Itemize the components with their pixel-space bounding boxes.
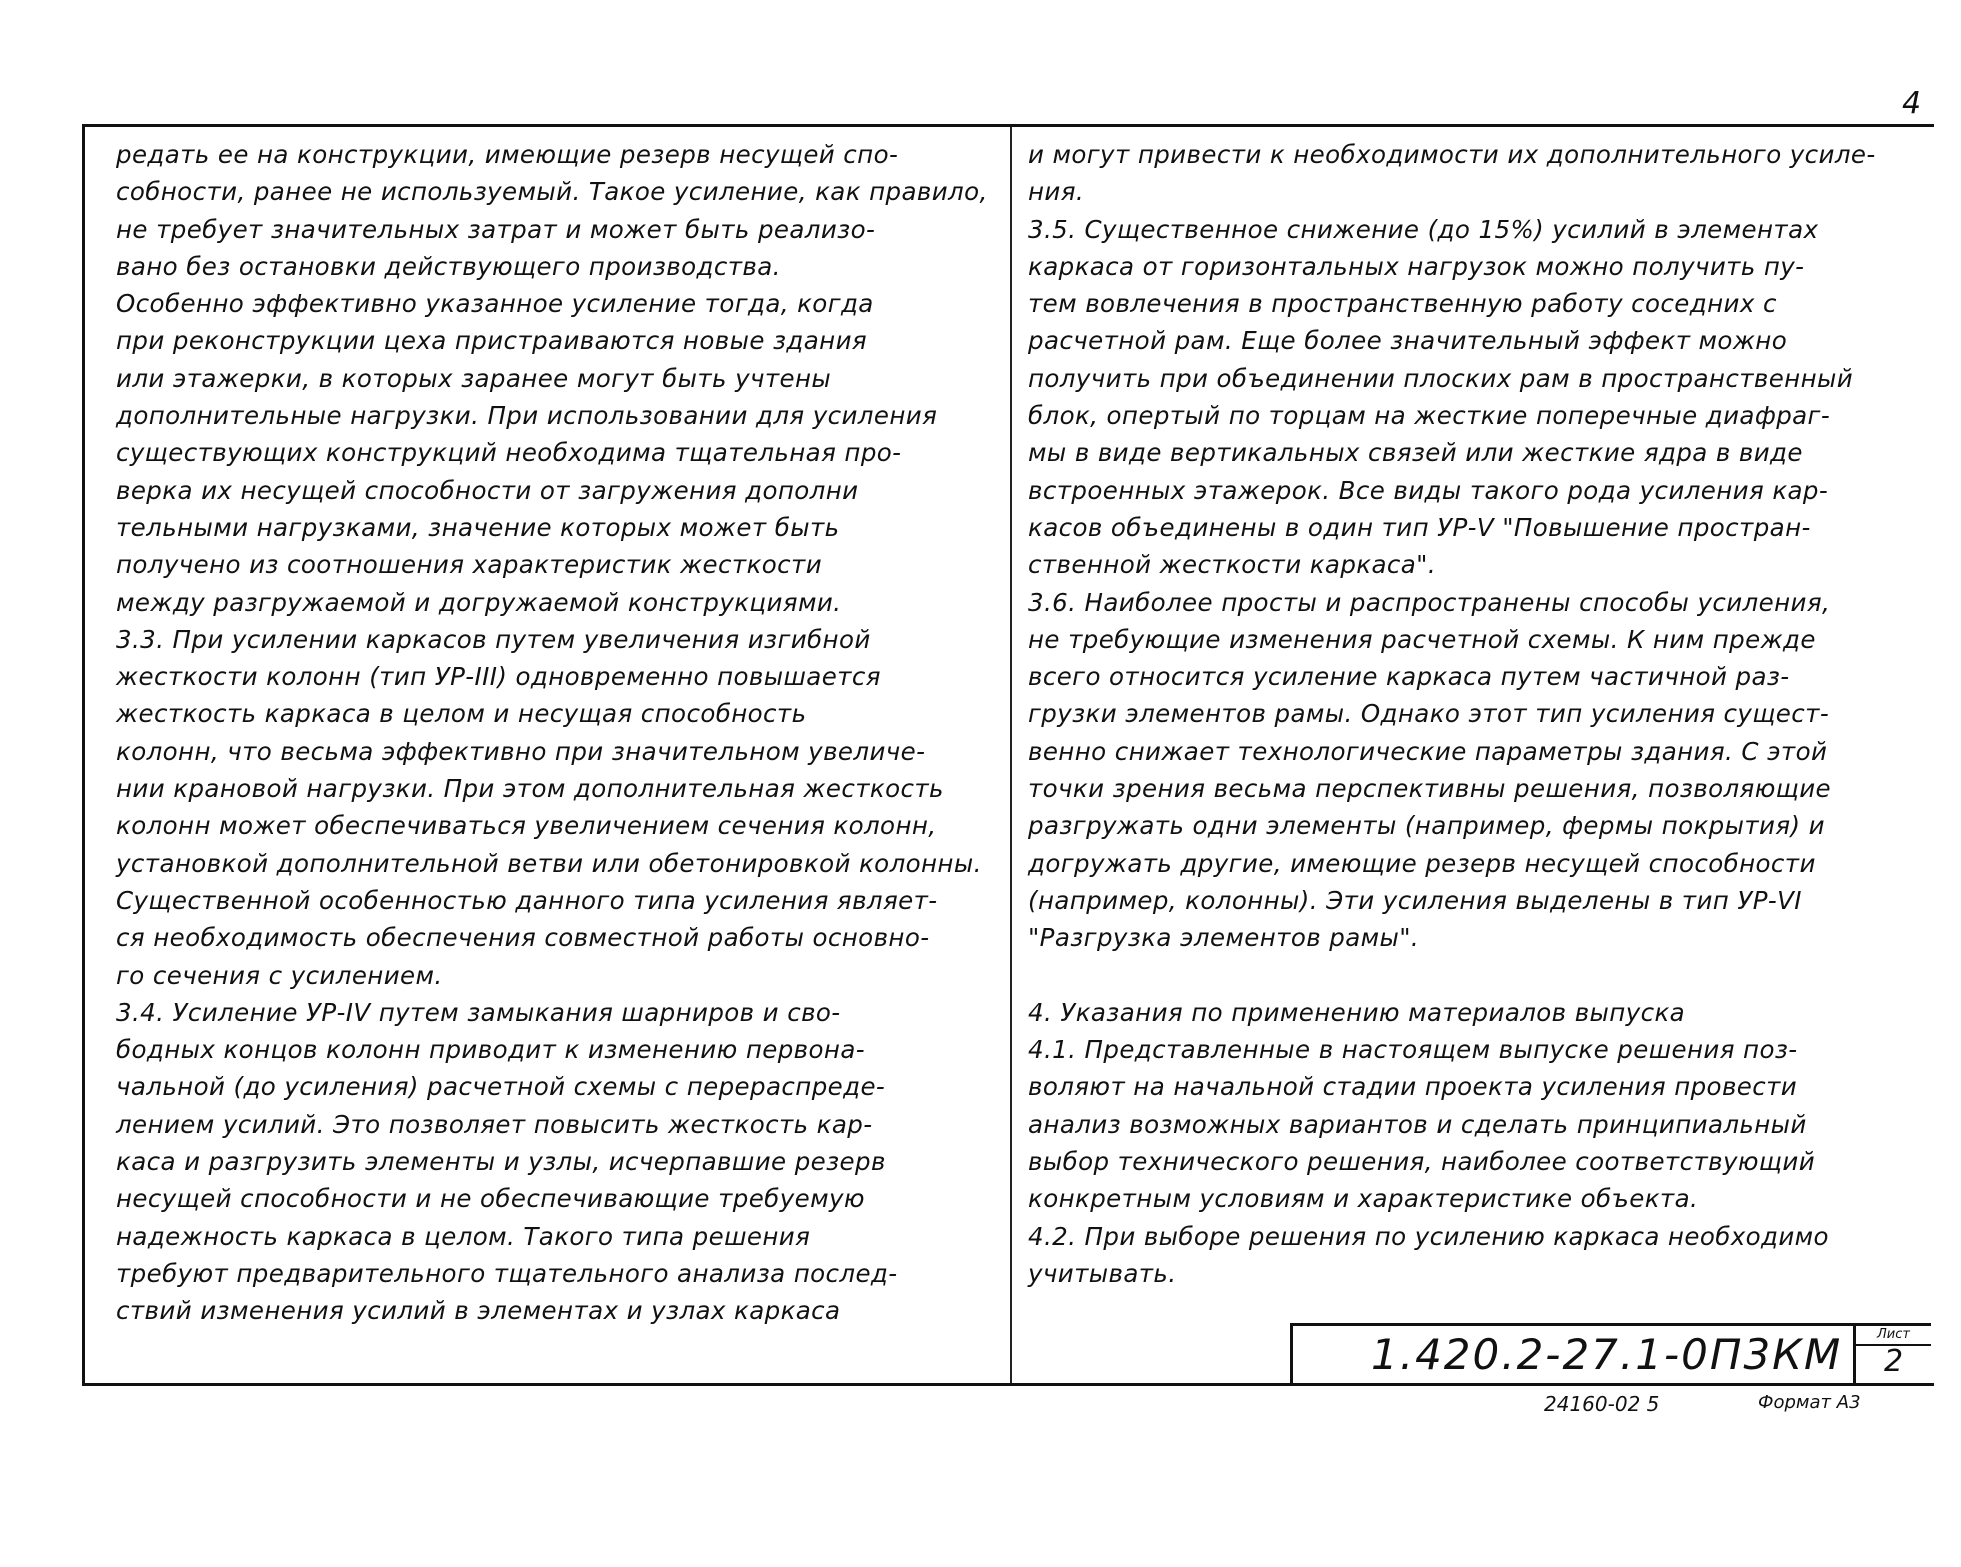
text-line: существующих конструкций необходима тщательная про- [116, 438, 902, 468]
inventory-number: 24160-02 5 [1544, 1392, 1660, 1416]
text-line: колонн, что весьма эффективно при значительном увеличе- [116, 736, 926, 766]
text-line: венно снижает технологические параметры здания. С этой [1028, 736, 1828, 766]
text-line: собности, ранее не используемый. Такое усиление, как правило, [116, 177, 988, 207]
title-block [1290, 1323, 1931, 1383]
text-line: 3.6. Наиболее просты и распространены способы усиления, [1028, 587, 1831, 617]
text-line: получить при объединении плоских рам в пространственный [1028, 363, 1854, 393]
text-line: 4.1. Представленные в настоящем выпуске решения поз- [1028, 1035, 1798, 1065]
text-line: нии крановой нагрузки. При этом дополнительная жесткость [116, 774, 944, 804]
text-line: дополнительные нагрузки. При использовании для усиления [116, 401, 938, 431]
page-number: 4 [1902, 86, 1922, 121]
text-line: выбор технического решения, наиболее соответствующий [1028, 1147, 1816, 1177]
text-line: и могут привести к необходимости их дополнительного усиле- [1028, 140, 1876, 169]
text-line: ния. [1028, 177, 1085, 207]
text-line: при реконструкции цеха пристраиваются новые здания [116, 326, 868, 356]
text-line: каса и разгрузить элементы и узлы, исчерпавшие резерв [116, 1147, 886, 1177]
text-line: (например, колонны). Эти усиления выделены в тип УР-VI [1028, 885, 1802, 915]
text-line: 4. Указания по применению материалов выпуска [1028, 997, 1686, 1027]
right-text-column [1028, 136, 1928, 1292]
text-line: чальной (до усиления) расчетной схемы с перераспреде- [116, 1072, 886, 1102]
text-line: "Разгрузка элементов рамы". [1028, 923, 1420, 953]
sheet-cell [1853, 1326, 1931, 1383]
text-line: тельными нагрузками, значение которых может быть [116, 512, 840, 542]
text-line: ствий изменения усилий в элементах и узлах каркаса [116, 1296, 841, 1326]
text-line: вано без остановки действующего производства. [116, 251, 781, 281]
text-line: верка их несущей способности от загружения дополни [116, 475, 859, 505]
text-line: Особенно эффективно указанное усиление тогда, когда [116, 289, 874, 319]
text-line: учитывать. [1028, 1258, 1177, 1288]
text-line: надежность каркаса в целом. Такого типа решения [116, 1221, 811, 1251]
text-line: догружать другие, имеющие резерв несущей способности [1028, 848, 1816, 878]
text-line: Существенной особенностью данного типа усиления являет- [116, 885, 938, 915]
text-line: мы в виде вертикальных связей или жесткие ядра в виде [1028, 438, 1803, 468]
text-line: ся необходимость обеспечения совместной работы основно- [116, 923, 930, 953]
text-line: блок, опертый по торцам на жесткие поперечные диафраг- [1028, 401, 1831, 431]
text-line: конкретным условиям и характеристике объекта. [1028, 1184, 1699, 1214]
sheet-number: 2 [1883, 1344, 1904, 1379]
text-line: установкой дополнительной ветви или обетонировкой колонны. [116, 848, 982, 878]
sheet-label: Лист [1856, 1326, 1931, 1346]
text-line: воляют на начальной стадии проекта усиления провести [1028, 1072, 1798, 1102]
text-line: всего относится усиление каркаса путем частичной раз- [1028, 662, 1790, 692]
text-line: 3.4. Усиление УР-IV путем замыкания шарниров и сво- [116, 997, 841, 1027]
text-line: лением усилий. Это позволяет повысить жесткость кар- [116, 1109, 873, 1139]
paper-format: Формат А3 [1758, 1392, 1861, 1413]
text-line: касов объединены в один тип УР-V "Повышение простран- [1028, 512, 1811, 542]
document-code: 1.420.2-27.1-0П3КМ [1371, 1330, 1843, 1379]
text-line: каркаса от горизонтальных нагрузок можно получить пу- [1028, 251, 1805, 281]
text-line: расчетной рам. Еще более значительный эффект можно [1028, 326, 1788, 356]
text-line: требуют предварительного тщательного анализа послед- [116, 1258, 898, 1288]
text-line: точки зрения весьма перспективны решения, позволяющие [1028, 774, 1831, 804]
blank-line [1028, 957, 1928, 994]
text-line: не требующие изменения расчетной схемы. К ним прежде [1028, 624, 1816, 654]
text-line: бодных концов колонн приводит к изменению первона- [116, 1035, 865, 1065]
text-line: 4.2. При выборе решения по усилению каркаса необходимо [1028, 1221, 1829, 1251]
frame-top-border [82, 124, 1934, 127]
text-line: анализ возможных вариантов и сделать принципиальный [1028, 1109, 1807, 1139]
text-line: ственной жесткости каркаса". [1028, 550, 1437, 580]
text-line: тем вовлечения в пространственную работу соседних с [1028, 289, 1777, 319]
text-line: разгружать одни элементы (например, фермы покрытия) и [1028, 811, 1825, 841]
text-line: редать ее на конструкции, имеющие резерв несущей спо- [116, 140, 899, 169]
text-line: несущей способности и не обеспечивающие требуемую [116, 1184, 865, 1214]
left-text-column [116, 136, 996, 1330]
text-line: 3.5. Существенное снижение (до 15%) усилий в элементах [1028, 214, 1819, 244]
text-line: 3.3. При усилении каркасов путем увеличения изгибной [116, 624, 871, 654]
text-line: встроенных этажерок. Все виды такого рода усиления кар- [1028, 475, 1829, 505]
text-line: колонн может обеспечиваться увеличением сечения колонн, [116, 811, 937, 841]
text-line: получено из соотношения характеристик жесткости [116, 550, 823, 580]
text-line: жесткость каркаса в целом и несущая способность [116, 699, 807, 729]
text-line: го сечения с усилением. [116, 960, 443, 990]
column-divider [1010, 127, 1012, 1383]
text-line: или этажерки, в которых заранее могут быть учтены [116, 363, 832, 393]
frame-bottom-border [82, 1383, 1934, 1386]
text-line: грузки элементов рамы. Однако этот тип усиления сущест- [1028, 699, 1830, 729]
text-line: жесткости колонн (тип УР-III) одновременно повышается [116, 662, 881, 692]
text-line: между разгружаемой и догружаемой конструкциями. [116, 587, 842, 617]
text-line: не требует значительных затрат и может быть реализо- [116, 214, 876, 244]
frame-left-border [82, 124, 85, 1384]
